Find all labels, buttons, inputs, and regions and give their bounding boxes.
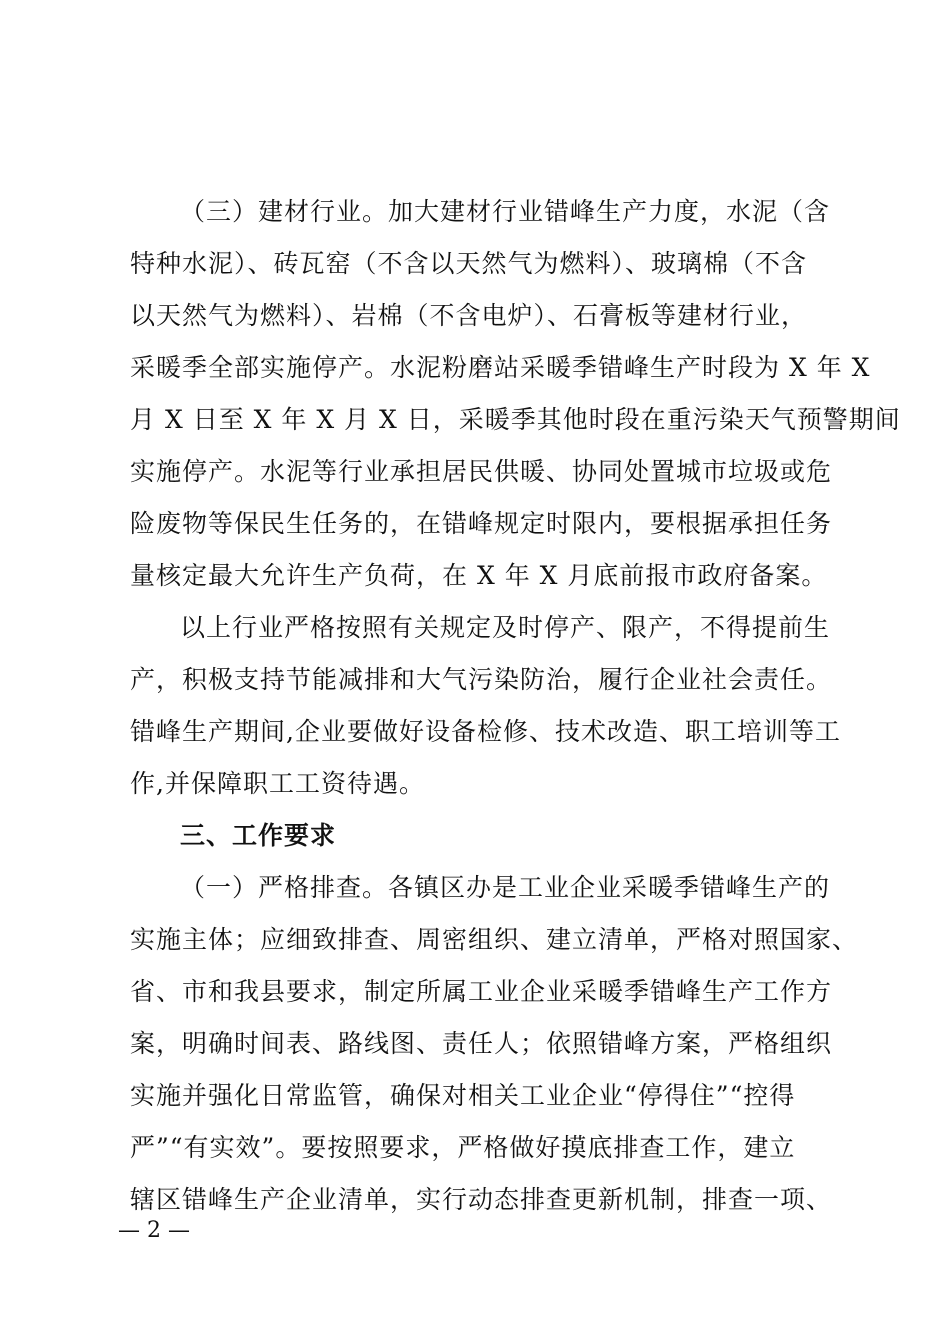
paragraph-summary-line-3: 错峰生产期间,企业要做好设备检修、技术改造、职工培训等工 bbox=[130, 717, 841, 746]
paragraph-strict-inspection-line-3: 省、市和我县要求，制定所属工业企业采暖季错峰生产工作方 bbox=[130, 977, 833, 1006]
paragraph-strict-inspection-line-2: 实施主体；应细致排查、周密组织、建立清单，严格对照国家、 bbox=[130, 925, 859, 954]
paragraph-building-materials-line-6: 实施停产。水泥等行业承担居民供暖、协同处置城市垃圾或危 bbox=[130, 457, 833, 486]
paragraph-building-materials-line-4: 采暖季全部实施停产。水泥粉磨站采暖季错峰生产时段为 X 年 X bbox=[130, 353, 871, 382]
document-body bbox=[130, 186, 901, 1226]
page-number: — 2 — bbox=[118, 1218, 190, 1243]
paragraph-strict-inspection-line-5: 实施并强化日常监管，确保对相关工业企业“停得住”“控得 bbox=[130, 1081, 796, 1110]
paragraph-strict-inspection-line-6: 严”“有实效”。要按照要求，严格做好摸底排查工作，建立 bbox=[130, 1133, 796, 1162]
paragraph-building-materials-line-1: （三）建材行业。加大建材行业错峰生产力度，水泥（含 bbox=[180, 197, 831, 226]
section-heading-work-requirements: 三、工作要求 bbox=[180, 821, 337, 850]
paragraph-building-materials-line-7: 险废物等保民生任务的，在错峰规定时限内，要根据承担任务 bbox=[130, 509, 833, 538]
paragraph-building-materials-line-8: 量核定最大允许生产负荷，在 X 年 X 月底前报市政府备案。 bbox=[130, 561, 828, 590]
paragraph-building-materials-line-5: 月 X 日至 X 年 X 月 X 日，采暖季其他时段在重污染天气预警期间 bbox=[130, 405, 901, 434]
paragraph-building-materials-line-2: 特种水泥）、砖瓦窑（不含以天然气为燃料）、玻璃棉（不含 bbox=[130, 249, 808, 278]
paragraph-strict-inspection-line-7: 辖区错峰生产企业清单，实行动态排查更新机制，排查一项、 bbox=[130, 1185, 833, 1214]
paragraph-strict-inspection-line-1: （一）严格排查。各镇区办是工业企业采暖季错峰生产的 bbox=[180, 873, 831, 902]
paragraph-summary-line-2: 产，积极支持节能减排和大气污染防治，履行企业社会责任。 bbox=[130, 665, 833, 694]
paragraph-summary-line-1: 以上行业严格按照有关规定及时停产、限产，不得提前生 bbox=[180, 613, 831, 642]
paragraph-summary-line-4: 作,并保障职工工资待遇。 bbox=[130, 769, 425, 798]
paragraph-building-materials-line-3: 以天然气为燃料）、岩棉（不含电炉）、石膏板等建材行业， bbox=[130, 301, 808, 330]
paragraph-strict-inspection-line-4: 案，明确时间表、路线图、责任人；依照错峰方案，严格组织 bbox=[130, 1029, 833, 1058]
